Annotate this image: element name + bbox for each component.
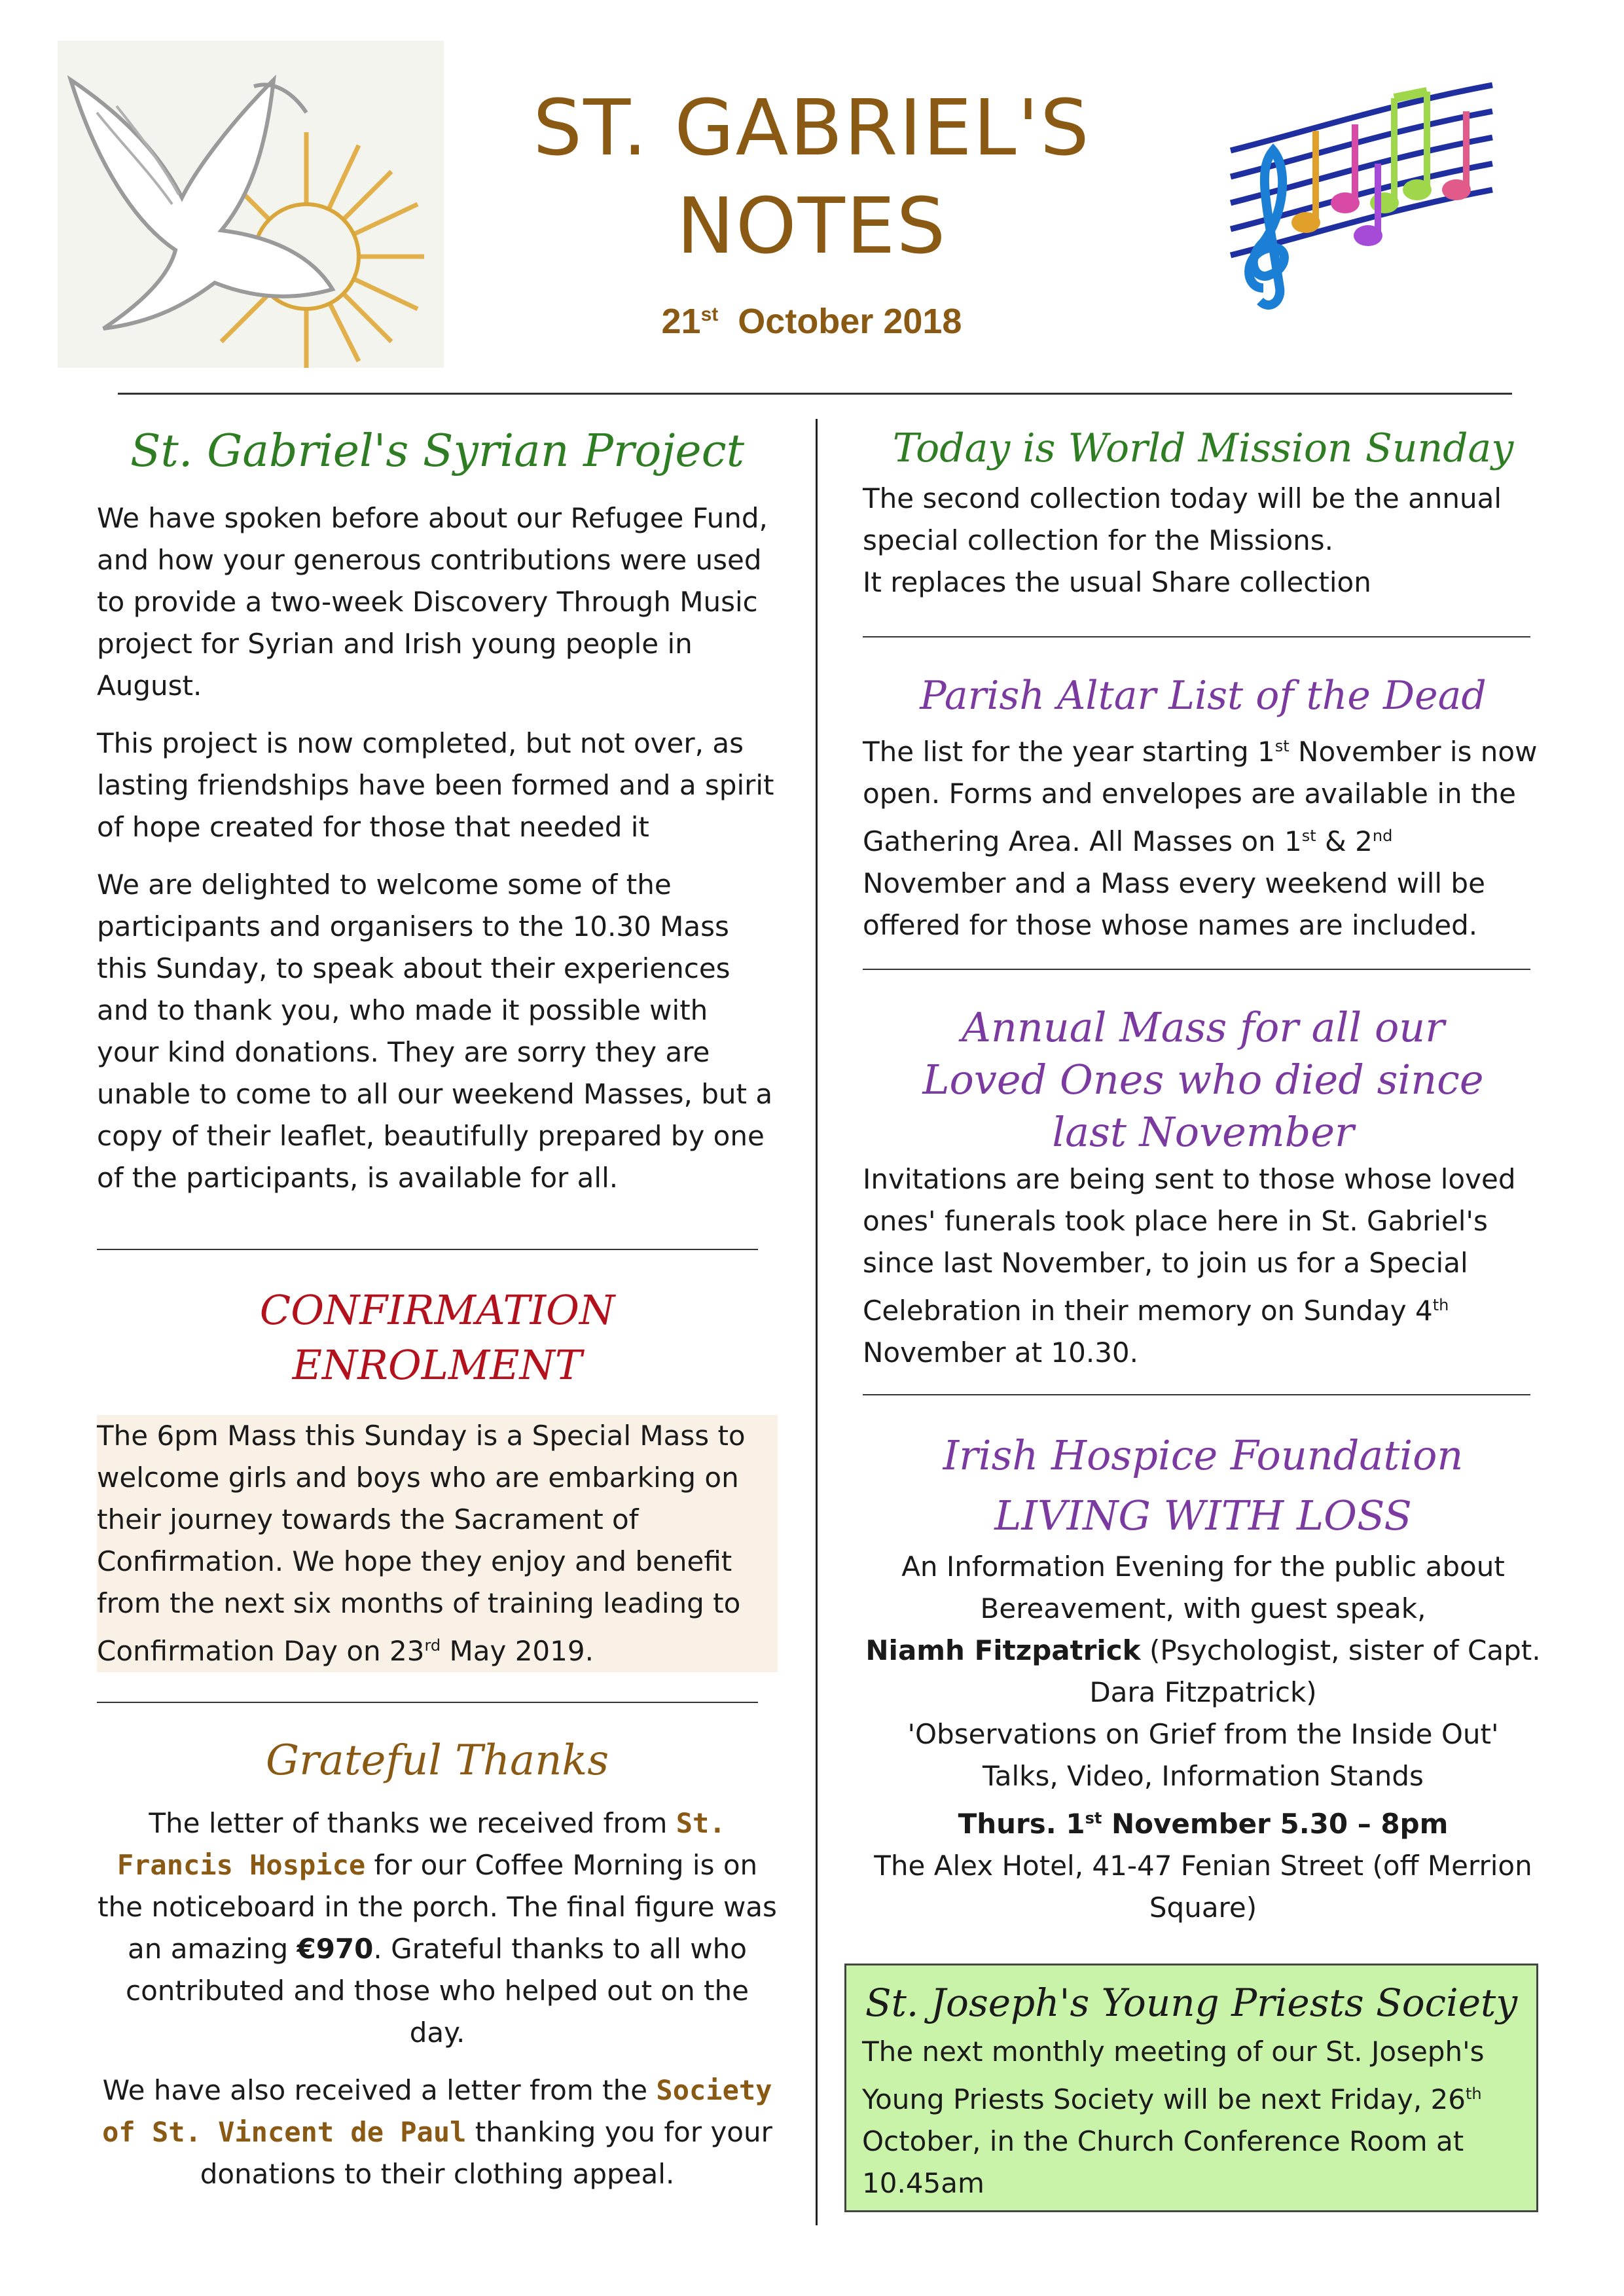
section-hospice bbox=[863, 1426, 1543, 1929]
confirmation-heading-line-2: ENROLMENT bbox=[292, 1341, 583, 1389]
hospice-heading: Irish Hospice Foundation LIVING WITH LOSS bbox=[943, 1431, 1464, 1539]
mission-line-1: The second collection today will be the annual special collection for the Missions. bbox=[863, 482, 1502, 556]
joseph-heading: St. Joseph's Young Priests Society bbox=[865, 1981, 1518, 2025]
masthead-title bbox=[406, 79, 1218, 275]
music-notes-logo bbox=[1218, 72, 1506, 314]
title-line-2: NOTES bbox=[676, 181, 947, 271]
section-world-mission bbox=[863, 419, 1543, 603]
st-francis-hospice: St. Francis Hospice bbox=[117, 1807, 726, 1881]
hospice-talk-title: 'Observations on Grief from the Inside Out' bbox=[907, 1718, 1499, 1750]
hospice-venue: The Alex Hotel, 41-47 Fenian Street (off Merrion Square) bbox=[874, 1850, 1532, 1924]
syrian-paragraph-3: We are delighted to welcome some of the participants and organisers to the 10.30 Mass this Sunday, to speak about their experiences and to thank you, who made it possible with your kind donations. They are sorry they are unable to come to all our weekend Masses, but a copy of their leaflet, beautifully prepared by one of the participants, is available for all. bbox=[97, 869, 773, 1194]
mission-line-2: It replaces the usual Share collection bbox=[863, 566, 1371, 598]
date-suffix: st bbox=[700, 304, 719, 325]
joseph-text: The next monthly meeting of our St. Joseph's Young Priests Society will be next Friday, 26th October, in the Church Conference Room at 10.45am bbox=[862, 2036, 1485, 2199]
section-altar-list bbox=[863, 666, 1543, 962]
hospice-when: Thurs. 1st November 5.30 – 8pm bbox=[958, 1808, 1449, 1840]
altar-text: The list for the year starting 1st November is now open. Forms and envelopes are available in the Gathering Area. All Masses on 1st & 2nd November and a Mass every weekend will be offered for those whose names are included. bbox=[863, 736, 1538, 941]
title-line-1: ST. GABRIEL'S bbox=[533, 82, 1091, 173]
thanks-heading: Grateful Thanks bbox=[265, 1736, 609, 1785]
syrian-paragraph-2: This project is now completed, but not over, as lasting friendships have been formed and a spirit of hope created for those that needed it bbox=[97, 727, 774, 843]
section-confirmation bbox=[97, 1283, 778, 1688]
hospice-line-1: An Information Evening for the public about Bereavement, with guest speak, bbox=[901, 1551, 1505, 1624]
annual-text: Invitations are being sent to those whose loved ones' funerals took place here in St. Gabriel's since last November, to join us for a Special Celebration in their memory on Sunday 4th November at 10.30. bbox=[863, 1163, 1516, 1369]
annual-heading: Annual Mass for all our Loved Ones who died since last November bbox=[922, 1003, 1484, 1156]
header-rule bbox=[118, 393, 1512, 395]
divider bbox=[863, 969, 1530, 970]
section-annual-mass bbox=[863, 1001, 1543, 1390]
confirmation-heading-line-1: CONFIRMATION bbox=[259, 1286, 615, 1334]
divider bbox=[863, 636, 1530, 637]
column-divider bbox=[816, 419, 818, 2225]
hospice-line-3: Talks, Video, Information Stands bbox=[983, 1760, 1424, 1792]
st-joseph-box bbox=[844, 1964, 1538, 2212]
date-rest: October 2018 bbox=[738, 302, 962, 341]
section-grateful-thanks bbox=[97, 1728, 778, 2211]
divider bbox=[863, 1394, 1530, 1395]
confirmation-heading bbox=[97, 1283, 778, 1393]
altar-heading: Parish Altar List of the Dead bbox=[920, 673, 1487, 719]
syrian-heading: St. Gabriel's Syrian Project bbox=[130, 425, 745, 477]
dove-logo bbox=[58, 41, 444, 368]
issue-date bbox=[537, 301, 1087, 342]
svdp-name: Society of St. Vincent de Paul bbox=[102, 2074, 772, 2148]
mission-heading: Today is World Mission Sunday bbox=[892, 425, 1514, 471]
syrian-paragraph-1: We have spoken before about our Refugee Fund, and how your generous contributions were used to provide a two-week Discovery Through Music project for Syrian and Irish young people in August. bbox=[97, 502, 768, 702]
section-syrian-project bbox=[97, 419, 778, 1215]
divider bbox=[97, 1249, 758, 1250]
date-day: 21 bbox=[661, 302, 701, 341]
thanks-paragraph-2: We have also received a letter from the Society of St. Vincent de Paul thanking you for your donations to their clothing appeal. bbox=[102, 2074, 772, 2190]
hospice-speaker: Niamh Fitzpatrick (Psychologist, sister of Capt. Dara Fitzpatrick) bbox=[865, 1634, 1541, 1708]
divider bbox=[97, 1702, 758, 1703]
confirmation-text: The 6pm Mass this Sunday is a Special Mass to welcome girls and boys who are embarking on their journey towards the Sacrament of Confirmation. We hope they enjoy and benefit from the next six months of training leading to Confirmation Day on 23rd May 2019. bbox=[97, 1415, 778, 1672]
thanks-paragraph-1: The letter of thanks we received from St. Francis Hospice for our Coffee Morning is on the noticeboard in the porch. The final figure was an amazing €970. Grateful thanks to all who contributed and those who helped out on the day. bbox=[98, 1807, 777, 2049]
amount: €970 bbox=[297, 1933, 374, 1965]
